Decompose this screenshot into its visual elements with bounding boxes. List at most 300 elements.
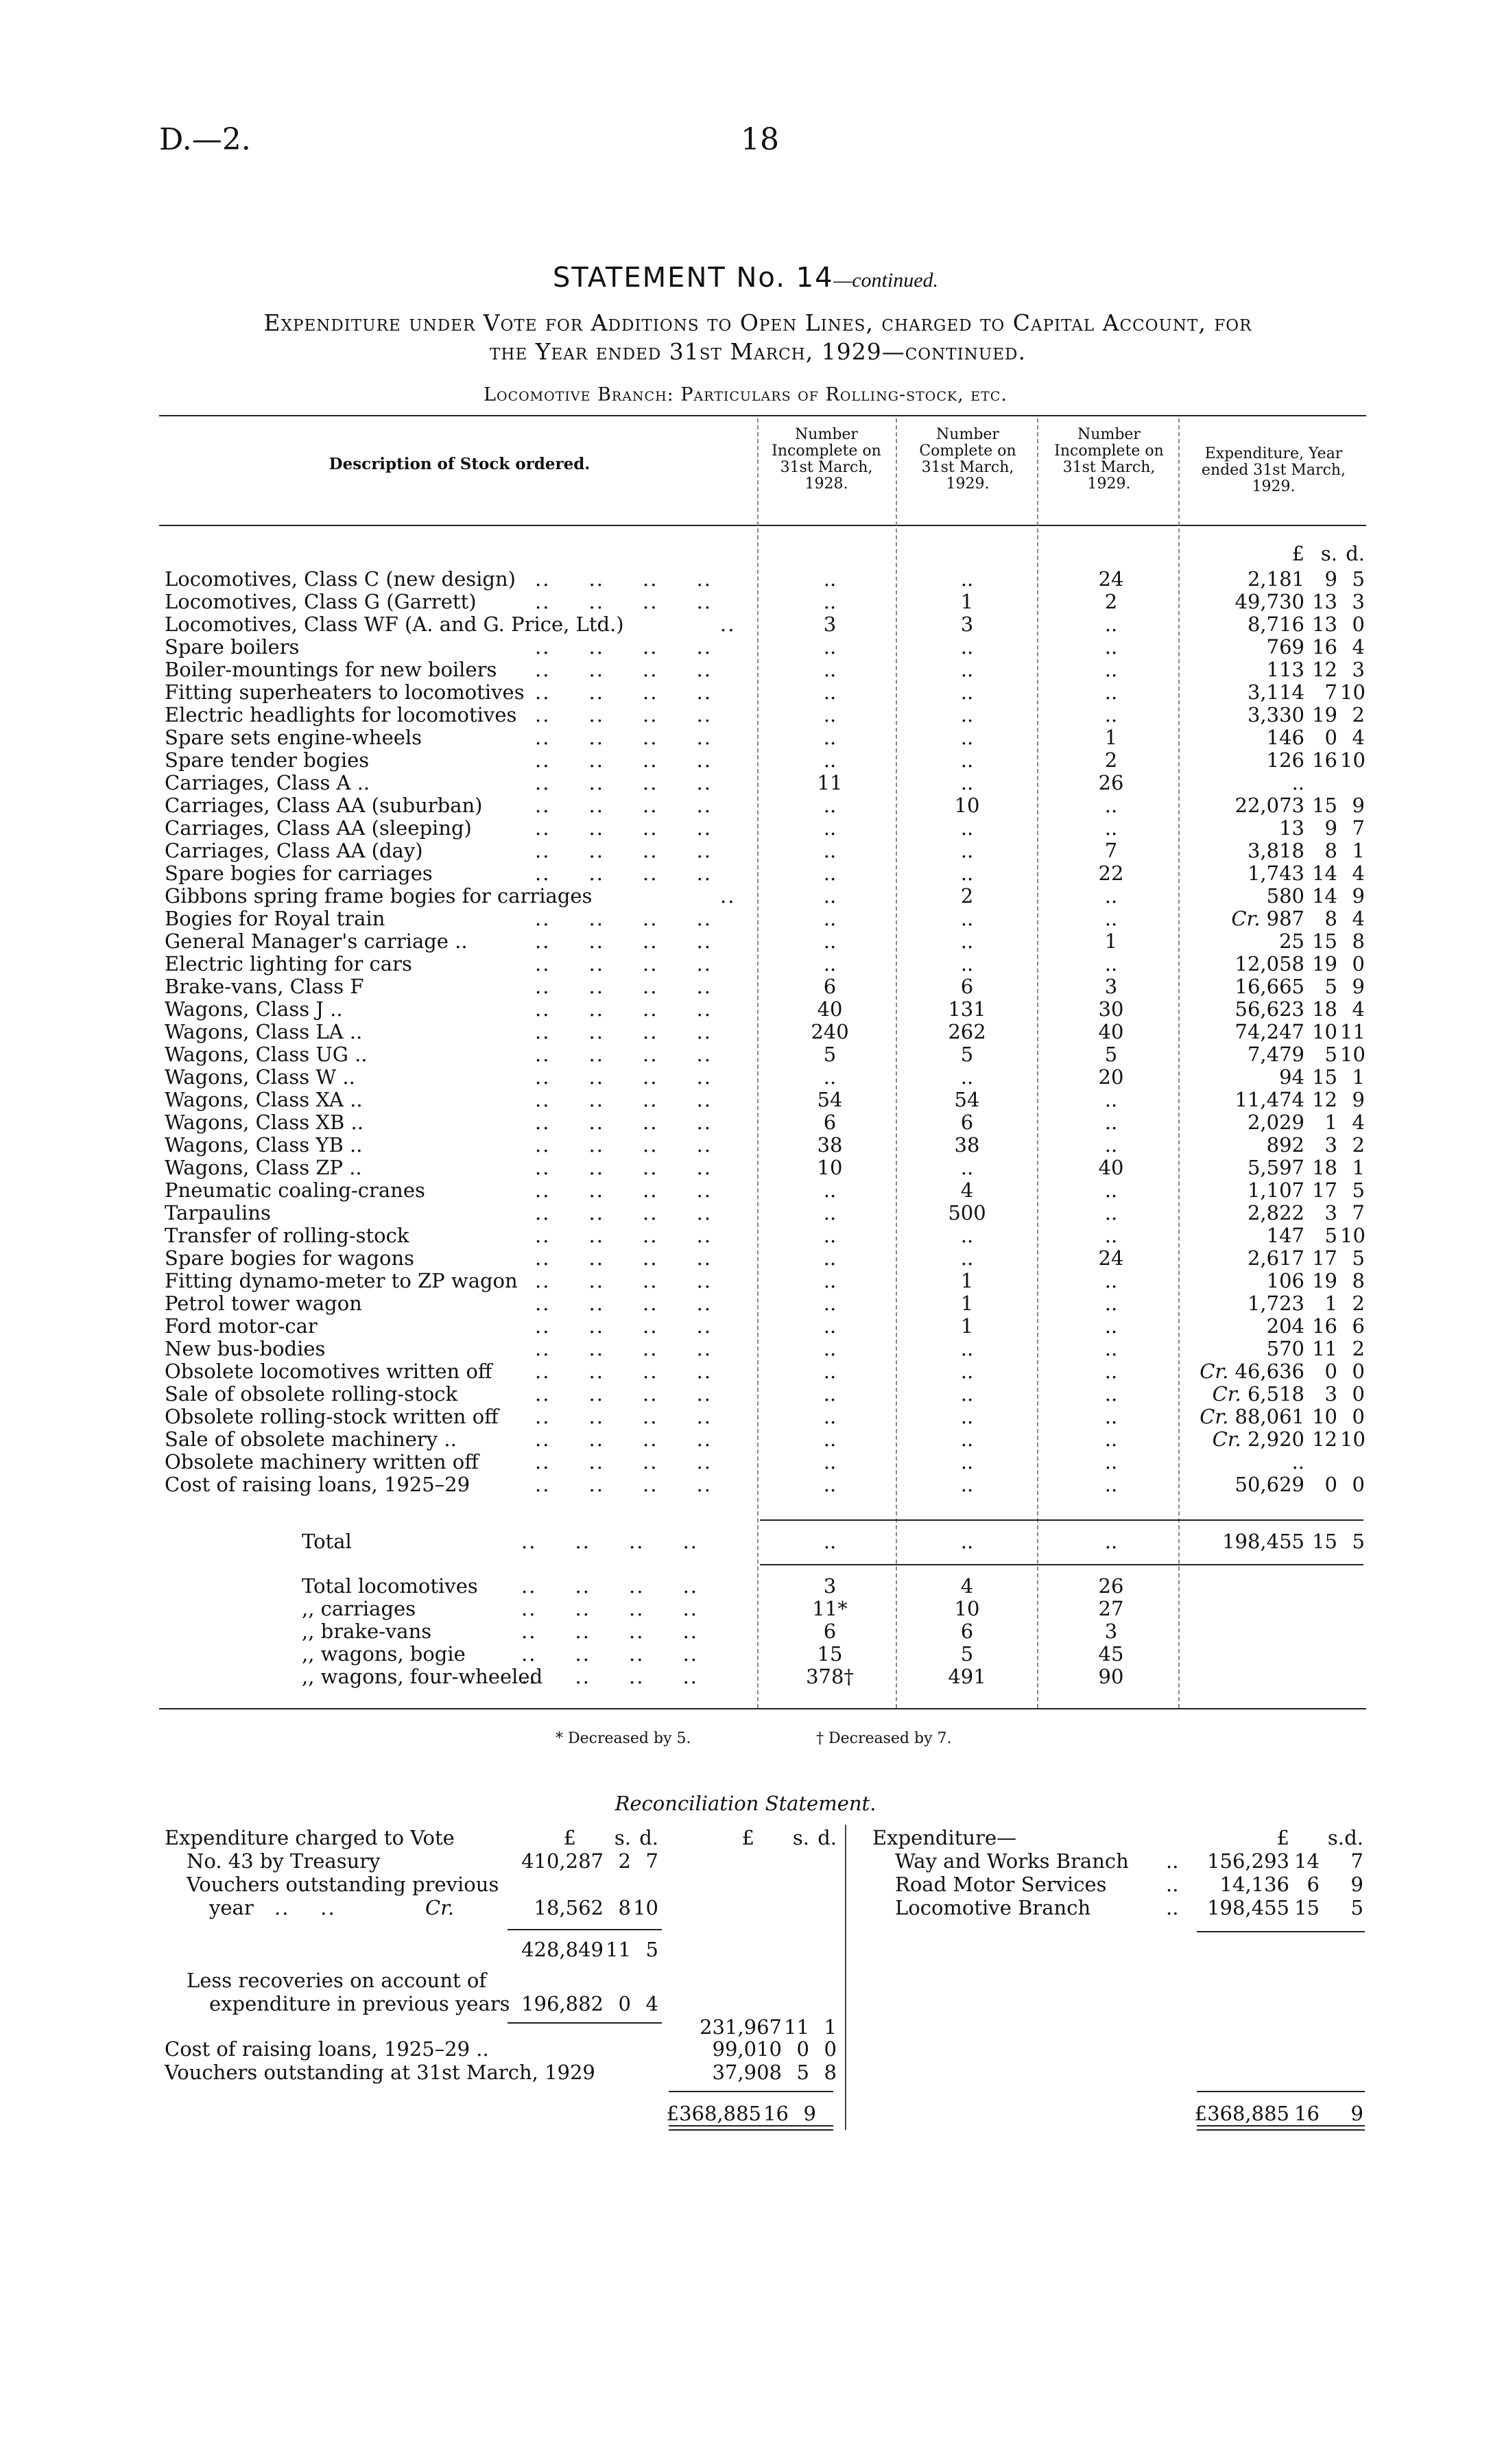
table-row bbox=[0, 567, 1491, 590]
leader-dots: .. .. .. .. bbox=[535, 1065, 713, 1089]
incomplete-1929-cell: .. bbox=[1104, 1224, 1118, 1247]
summary-row bbox=[0, 1642, 1491, 1665]
expenditure-pence: 10 bbox=[1340, 1428, 1365, 1451]
stock-description: Spare sets engine-wheels bbox=[165, 726, 422, 749]
leader-dots: .. .. .. .. bbox=[535, 997, 713, 1021]
expenditure-pounds: 126 bbox=[1266, 748, 1304, 772]
total-shillings: 15 bbox=[1312, 1530, 1337, 1553]
leader-dots: .. .. .. .. bbox=[535, 839, 713, 862]
expenditure-pence: 8 bbox=[1352, 1269, 1365, 1292]
complete-1929-cell: .. bbox=[960, 907, 974, 930]
incomplete-1929-cell: .. bbox=[1104, 816, 1118, 840]
complete-1929-cell: .. bbox=[960, 1405, 974, 1428]
table-row bbox=[0, 658, 1491, 680]
incomplete-1929-cell: .. bbox=[1104, 635, 1118, 659]
incomplete-1929-cell: .. bbox=[1104, 1178, 1118, 1202]
leader-dots: .. .. .. .. bbox=[535, 726, 713, 749]
stock-description: Spare boilers bbox=[165, 635, 300, 659]
incomplete-1928-cell: .. bbox=[823, 1450, 837, 1473]
expenditure-pence: 3 bbox=[1352, 590, 1365, 613]
leader-dots: .. .. .. .. bbox=[535, 567, 713, 591]
stock-description: Spare tender bogies bbox=[165, 748, 370, 772]
expenditure-pence: 7 bbox=[1352, 816, 1365, 840]
expenditure-shillings: 13 bbox=[1312, 590, 1337, 613]
table-row bbox=[0, 839, 1491, 862]
incomplete-1929-cell: 24 bbox=[1098, 567, 1124, 591]
incomplete-1928-cell: .. bbox=[823, 726, 837, 749]
expenditure-shillings: 15 bbox=[1312, 794, 1337, 817]
table-row bbox=[0, 1292, 1491, 1314]
subtitle-line-1: Expenditure under Vote for Additions to Open Lines, charged to Capital Account, for bbox=[263, 309, 1252, 336]
stock-description: Fitting dynamo-meter to ZP wagon bbox=[165, 1269, 518, 1292]
summary-label: ,, wagons, four-wheeled bbox=[302, 1665, 543, 1688]
incomplete-1928-cell: .. bbox=[823, 839, 837, 862]
total-bottom-rule bbox=[760, 1564, 1363, 1565]
expenditure-pounds: 56,623 bbox=[1234, 997, 1304, 1021]
leader-dots: .. bbox=[1166, 1873, 1179, 1896]
recon-left-line-1: Expenditure charged to Vote bbox=[165, 1826, 455, 1849]
recoveries-pence: 4 bbox=[645, 1992, 658, 2015]
complete-1929-cell: .. bbox=[960, 1246, 974, 1270]
recon-divider bbox=[845, 1825, 846, 2130]
incomplete-1929-cell: 24 bbox=[1098, 1246, 1124, 1270]
expenditure-shillings: 3 bbox=[1324, 1201, 1337, 1224]
outstanding-vouchers-pence: 8 bbox=[824, 2061, 837, 2084]
currency-header-row bbox=[0, 542, 1491, 565]
shillings-label: s. bbox=[1320, 542, 1337, 565]
expenditure-pence: 4 bbox=[1352, 635, 1365, 659]
stock-description: Ford motor-car bbox=[165, 1314, 318, 1338]
incomplete-1929-cell: 20 bbox=[1098, 1065, 1124, 1089]
complete-1929-cell: .. bbox=[960, 1337, 974, 1360]
recoveries-pounds: 196,882 bbox=[521, 1992, 604, 2015]
vote-expenditure-pence: 7 bbox=[645, 1849, 658, 1873]
expenditure-pounds: 769 bbox=[1266, 635, 1304, 659]
incomplete-1929-cell: .. bbox=[1104, 703, 1118, 726]
leader-dots: .. .. .. .. bbox=[521, 1597, 699, 1620]
expenditure-shillings: 0 bbox=[1324, 726, 1337, 749]
incomplete-1929-cell: .. bbox=[1104, 1360, 1118, 1383]
table-row bbox=[0, 884, 1491, 907]
expenditure-pounds: 11,474 bbox=[1234, 1088, 1304, 1111]
leader-dots: .. .. .. .. bbox=[535, 1473, 713, 1496]
expenditure-pounds: 94 bbox=[1279, 1065, 1304, 1089]
total-complete-1929: .. bbox=[960, 1530, 974, 1553]
incomplete-1929-cell: 26 bbox=[1098, 771, 1124, 794]
recon-right-item-pence: 7 bbox=[1350, 1849, 1363, 1873]
stock-description: Wagons, Class YB .. bbox=[165, 1133, 363, 1157]
recon-right-item-label: Road Motor Services bbox=[895, 1873, 1107, 1896]
previous-vouchers-shillings: 8 bbox=[618, 1896, 631, 1919]
complete-1929-cell: 131 bbox=[948, 997, 986, 1021]
incomplete-1929-cell: .. bbox=[1104, 613, 1118, 636]
expenditure-pounds: 2,920 bbox=[1247, 1428, 1304, 1451]
expenditure-pence: 0 bbox=[1352, 1360, 1365, 1383]
incomplete-1928-cell: .. bbox=[823, 1065, 837, 1089]
expenditure-shillings: 13 bbox=[1312, 613, 1337, 636]
incomplete-1928-cell: .. bbox=[823, 1246, 837, 1270]
leader-dots: .. .. .. .. bbox=[535, 1111, 713, 1134]
incomplete-1929-cell: 3 bbox=[1104, 975, 1118, 998]
incomplete-1928-cell: .. bbox=[823, 590, 837, 613]
leader-dots: .. .. .. .. bbox=[535, 1269, 713, 1292]
reconciliation-title: Reconciliation Statement. bbox=[615, 1792, 876, 1815]
recon-subtotal-rule bbox=[508, 1929, 662, 1930]
incomplete-1929-cell: .. bbox=[1104, 1337, 1118, 1360]
leader-dots: .. .. .. .. bbox=[521, 1530, 699, 1553]
column-header-expenditure: Expenditure, Year ended 31st March, 1929. bbox=[1201, 445, 1346, 495]
expenditure-pounds: 987 bbox=[1266, 907, 1304, 930]
leader-dots: .. .. .. .. bbox=[535, 1020, 713, 1043]
stock-description: Wagons, Class UG .. bbox=[165, 1043, 368, 1066]
summary-complete-1929: 4 bbox=[960, 1574, 974, 1598]
leader-dots: .. bbox=[720, 613, 736, 636]
incomplete-1929-cell: .. bbox=[1104, 1428, 1118, 1451]
stock-description: Electric lighting for cars bbox=[165, 952, 412, 975]
expenditure-pounds: 16,665 bbox=[1234, 975, 1304, 998]
leader-dots: .. .. .. .. bbox=[535, 1201, 713, 1224]
stock-description: Pneumatic coaling-cranes bbox=[165, 1178, 425, 1202]
recon-left-line-6: expenditure in previous years bbox=[209, 1992, 510, 2015]
leader-dots: .. .. .. .. bbox=[535, 816, 713, 840]
incomplete-1928-cell: 54 bbox=[817, 1088, 843, 1111]
summary-row bbox=[0, 1620, 1491, 1642]
expenditure-shillings: 1 bbox=[1324, 1292, 1337, 1315]
summary-row bbox=[0, 1597, 1491, 1620]
stock-description: Carriages, Class AA (day) bbox=[165, 839, 423, 862]
expenditure-shillings: 3 bbox=[1324, 1382, 1337, 1406]
incomplete-1928-cell: .. bbox=[823, 816, 837, 840]
stock-description: Wagons, Class W .. bbox=[165, 1065, 355, 1089]
complete-1929-cell: 5 bbox=[960, 1043, 974, 1066]
table-row bbox=[0, 1450, 1491, 1473]
table-row bbox=[0, 1156, 1491, 1178]
complete-1929-cell: 4 bbox=[960, 1178, 974, 1202]
expenditure-pounds: 570 bbox=[1266, 1337, 1304, 1360]
incomplete-1929-cell: .. bbox=[1104, 1088, 1118, 1111]
complete-1929-cell: .. bbox=[960, 1450, 974, 1473]
subtitle-line-2: the Year ended 31st March, 1929—continued. bbox=[490, 338, 1026, 365]
recon-net-rule bbox=[508, 2022, 662, 2024]
leader-dots: .. .. .. .. bbox=[535, 703, 713, 726]
expenditure-pounds: .. bbox=[1291, 771, 1304, 794]
leader-dots: .. .. .. .. bbox=[535, 590, 713, 613]
expenditure-pence: 2 bbox=[1352, 1337, 1365, 1360]
recon-right-item-pounds: 198,455 bbox=[1207, 1896, 1289, 1919]
incomplete-1929-cell: .. bbox=[1104, 680, 1118, 704]
table-row bbox=[0, 1314, 1491, 1337]
leader-dots: .. .. .. .. bbox=[535, 794, 713, 817]
incomplete-1928-cell: .. bbox=[823, 567, 837, 591]
expenditure-pounds: 147 bbox=[1266, 1224, 1304, 1247]
expenditure-pounds: 113 bbox=[1266, 658, 1304, 681]
incomplete-1928-cell: .. bbox=[823, 1224, 837, 1247]
expenditure-pounds: 2,029 bbox=[1247, 1111, 1304, 1134]
summary-incomplete-1929: 3 bbox=[1104, 1620, 1118, 1643]
expenditure-pence: 4 bbox=[1352, 907, 1365, 930]
stock-description: General Manager's carriage .. bbox=[165, 929, 468, 953]
summary-incomplete-1929: 45 bbox=[1098, 1642, 1124, 1666]
header-bottom-rule bbox=[159, 525, 1366, 526]
leader-dots: .. .. .. .. bbox=[521, 1642, 699, 1666]
summary-incomplete-1928: 15 bbox=[817, 1642, 843, 1666]
table-row bbox=[0, 862, 1491, 884]
complete-1929-cell: .. bbox=[960, 1360, 974, 1383]
incomplete-1929-cell: 2 bbox=[1104, 748, 1118, 772]
summary-label: ,, carriages bbox=[302, 1597, 416, 1620]
complete-1929-cell: .. bbox=[960, 748, 974, 772]
expenditure-pence: 10 bbox=[1340, 1224, 1365, 1247]
incomplete-1929-cell: 40 bbox=[1098, 1020, 1124, 1043]
previous-vouchers-pounds: 18,562 bbox=[534, 1896, 604, 1919]
complete-1929-cell: .. bbox=[960, 567, 974, 591]
stock-description: Petrol tower wagon bbox=[165, 1292, 362, 1315]
incomplete-1929-cell: 7 bbox=[1104, 839, 1118, 862]
incomplete-1929-cell: .. bbox=[1104, 1269, 1118, 1292]
credit-marker: Cr. bbox=[1212, 1382, 1241, 1406]
table-row bbox=[0, 1088, 1491, 1111]
summary-incomplete-1929: 90 bbox=[1098, 1665, 1124, 1688]
expenditure-shillings: 11 bbox=[1312, 1337, 1337, 1360]
expenditure-pounds: 580 bbox=[1266, 884, 1304, 908]
recon-left-double-rule bbox=[669, 2125, 833, 2127]
stock-description: Wagons, Class J .. bbox=[165, 997, 343, 1021]
expenditure-pence: 0 bbox=[1352, 1405, 1365, 1428]
expenditure-pounds: 46,636 bbox=[1234, 1360, 1304, 1383]
complete-1929-cell: .. bbox=[960, 1382, 974, 1406]
expenditure-shillings: 10 bbox=[1312, 1405, 1337, 1428]
recon-right-item-shillings: 6 bbox=[1307, 1873, 1320, 1896]
leader-dots: .. .. .. .. bbox=[535, 1360, 713, 1383]
expenditure-pence: 1 bbox=[1352, 1156, 1365, 1179]
complete-1929-cell: 6 bbox=[960, 1111, 974, 1134]
incomplete-1928-cell: .. bbox=[823, 1428, 837, 1451]
expenditure-shillings: 9 bbox=[1324, 567, 1337, 591]
incomplete-1928-cell: .. bbox=[823, 680, 837, 704]
expenditure-pence: 9 bbox=[1352, 884, 1365, 908]
recon-right-item-label: Way and Works Branch bbox=[895, 1849, 1129, 1873]
summary-complete-1929: 6 bbox=[960, 1620, 974, 1643]
leader-dots: .. .. .. .. bbox=[521, 1665, 699, 1688]
statement-subtitle bbox=[158, 309, 1358, 366]
vote-expenditure-pounds: 410,287 bbox=[521, 1849, 604, 1873]
leader-dots: .. .. .. .. bbox=[535, 1043, 713, 1066]
statement-title bbox=[0, 262, 1491, 294]
expenditure-shillings: 12 bbox=[1312, 1428, 1337, 1451]
stock-description: Locomotives, Class C (new design) bbox=[165, 567, 516, 591]
net-amount-pence: 1 bbox=[824, 2015, 837, 2039]
recon-left-line-5: Less recoveries on account of bbox=[187, 1969, 487, 1992]
leader-dots: .. .. .. .. bbox=[535, 635, 713, 659]
shillings-label: s. bbox=[614, 1826, 631, 1849]
table-row bbox=[0, 997, 1491, 1020]
incomplete-1929-cell: 5 bbox=[1104, 1043, 1118, 1066]
stock-description: Electric headlights for locomotives bbox=[165, 703, 517, 726]
total-label: Total bbox=[302, 1530, 352, 1553]
table-row bbox=[0, 1269, 1491, 1292]
leader-dots: .. .. .. .. bbox=[535, 1178, 713, 1202]
summary-label: Total locomotives bbox=[302, 1574, 478, 1598]
expenditure-shillings: 19 bbox=[1312, 952, 1337, 975]
recon-right-item-pounds: 14,136 bbox=[1219, 1873, 1289, 1896]
complete-1929-cell: 1 bbox=[960, 1292, 974, 1315]
leader-dots: .. .. .. .. bbox=[535, 1450, 713, 1473]
expenditure-pence: 8 bbox=[1352, 929, 1365, 953]
complete-1929-cell: .. bbox=[960, 1065, 974, 1089]
recon-right-double-rule bbox=[1197, 2129, 1365, 2131]
leader-dots: .. .. .. .. bbox=[535, 1133, 713, 1157]
summary-complete-1929: 491 bbox=[948, 1665, 986, 1688]
document-reference: D.—2. bbox=[159, 122, 251, 157]
incomplete-1928-cell: .. bbox=[823, 1269, 837, 1292]
expenditure-pounds: 204 bbox=[1266, 1314, 1304, 1338]
stock-description: Tarpaulins bbox=[165, 1201, 271, 1224]
leader-dots: .. .. .. .. bbox=[535, 1405, 713, 1428]
table-row bbox=[0, 1382, 1491, 1405]
total-pounds: 198,455 bbox=[1222, 1530, 1304, 1553]
loan-cost-pounds: 99,010 bbox=[712, 2037, 782, 2061]
outstanding-vouchers-shillings: 5 bbox=[796, 2061, 809, 2084]
incomplete-1929-cell: .. bbox=[1104, 952, 1118, 975]
table-row bbox=[0, 1405, 1491, 1428]
branch-title: Locomotive Branch: Particulars of Rolling-stock, etc. bbox=[484, 384, 1007, 405]
expenditure-pence: 2 bbox=[1352, 1133, 1365, 1157]
leader-dots: .. .. .. .. bbox=[535, 952, 713, 975]
table-top-rule bbox=[159, 415, 1366, 416]
credit-marker: Cr. bbox=[1231, 907, 1261, 930]
complete-1929-cell: 3 bbox=[960, 613, 974, 636]
incomplete-1928-cell: 6 bbox=[823, 1111, 837, 1134]
table-row bbox=[0, 1224, 1491, 1246]
table-row bbox=[0, 1133, 1491, 1156]
complete-1929-cell: 6 bbox=[960, 975, 974, 998]
incomplete-1929-cell: .. bbox=[1104, 1314, 1118, 1338]
expenditure-shillings: 19 bbox=[1312, 703, 1337, 726]
expenditure-pence: 5 bbox=[1352, 567, 1365, 591]
incomplete-1928-cell: .. bbox=[823, 635, 837, 659]
leader-dots: .. .. bbox=[274, 1896, 336, 1919]
stock-description: New bus-bodies bbox=[165, 1337, 326, 1360]
expenditure-pence: 4 bbox=[1352, 1111, 1365, 1134]
vote-expenditure-shillings: 2 bbox=[618, 1849, 631, 1873]
complete-1929-cell: .. bbox=[960, 771, 974, 794]
table-row bbox=[0, 1201, 1491, 1224]
loan-cost-shillings: 0 bbox=[796, 2037, 809, 2061]
expenditure-pounds: 2,617 bbox=[1247, 1246, 1304, 1270]
expenditure-shillings: 16 bbox=[1312, 748, 1337, 772]
credit-marker: Cr. bbox=[1200, 1405, 1229, 1428]
stock-description: Bogies for Royal train bbox=[165, 907, 385, 930]
complete-1929-cell: .. bbox=[960, 726, 974, 749]
expenditure-pounds: 3,818 bbox=[1247, 839, 1304, 862]
incomplete-1929-cell: 1 bbox=[1104, 929, 1118, 953]
table-row bbox=[0, 1020, 1491, 1043]
leader-dots: .. .. .. .. bbox=[535, 1382, 713, 1406]
incomplete-1928-cell: 38 bbox=[817, 1133, 843, 1157]
table-row bbox=[0, 1337, 1491, 1360]
statement-name: STATEMENT No. 14 bbox=[552, 262, 834, 294]
pence-label: d. bbox=[818, 1826, 837, 1849]
total-pence: 5 bbox=[1352, 1530, 1365, 1553]
incomplete-1928-cell: .. bbox=[823, 1314, 837, 1338]
leader-dots: .. .. .. .. bbox=[535, 1224, 713, 1247]
expenditure-shillings: 18 bbox=[1312, 1156, 1337, 1179]
stock-description: Cost of raising loans, 1925–29 bbox=[165, 1473, 470, 1496]
expenditure-pounds: 2,822 bbox=[1247, 1201, 1304, 1224]
incomplete-1929-cell: .. bbox=[1104, 1111, 1118, 1134]
expenditure-pence: 5 bbox=[1352, 1246, 1365, 1270]
incomplete-1928-cell: 3 bbox=[823, 613, 837, 636]
total-top-rule bbox=[760, 1519, 1363, 1521]
expenditure-shillings: 19 bbox=[1312, 1269, 1337, 1292]
complete-1929-cell: 500 bbox=[948, 1201, 986, 1224]
expenditure-shillings: 8 bbox=[1324, 907, 1337, 930]
expenditure-shillings: 17 bbox=[1312, 1178, 1337, 1202]
incomplete-1928-cell: .. bbox=[823, 703, 837, 726]
expenditure-pence: 5 bbox=[1352, 1178, 1365, 1202]
credit-marker: Cr. bbox=[425, 1896, 455, 1919]
complete-1929-cell: .. bbox=[960, 658, 974, 681]
expenditure-pence: 0 bbox=[1352, 1473, 1365, 1496]
expenditure-pounds: 88,061 bbox=[1234, 1405, 1304, 1428]
table-row bbox=[0, 1428, 1491, 1450]
incomplete-1928-cell: 5 bbox=[823, 1043, 837, 1066]
footnote-dagger: † Decreased by 7. bbox=[816, 1730, 952, 1747]
credit-marker: Cr. bbox=[1200, 1360, 1229, 1383]
expenditure-pence: 2 bbox=[1352, 1292, 1365, 1315]
column-header-complete-1929: Number Complete on 31st March, 1929. bbox=[919, 426, 1016, 493]
subtotal-pence: 5 bbox=[645, 1938, 658, 1961]
expenditure-pounds: 12,058 bbox=[1234, 952, 1304, 975]
leader-dots: .. .. .. .. bbox=[535, 1156, 713, 1179]
pounds-label: £ bbox=[1291, 542, 1304, 565]
expenditure-shillings: 12 bbox=[1312, 658, 1337, 681]
expenditure-shillings: 17 bbox=[1312, 1246, 1337, 1270]
net-amount-shillings: 11 bbox=[784, 2015, 809, 2039]
previous-vouchers-pence: 10 bbox=[633, 1896, 658, 1919]
stock-description: Fitting superheaters to locomotives bbox=[165, 680, 525, 704]
expenditure-pence: 11 bbox=[1340, 1020, 1365, 1043]
stock-description: Obsolete locomotives written off bbox=[165, 1360, 492, 1383]
incomplete-1929-cell: .. bbox=[1104, 1473, 1118, 1496]
table-row bbox=[0, 635, 1491, 658]
credit-marker: Cr. bbox=[1212, 1428, 1241, 1451]
leader-dots: .. .. .. .. bbox=[535, 771, 713, 794]
complete-1929-cell: .. bbox=[960, 816, 974, 840]
complete-1929-cell: 38 bbox=[954, 1133, 980, 1157]
leader-dots: .. .. .. .. bbox=[535, 1246, 713, 1270]
expenditure-pence: 1 bbox=[1352, 1065, 1365, 1089]
expenditure-pence: 9 bbox=[1352, 1088, 1365, 1111]
stock-description: Wagons, Class ZP .. bbox=[165, 1156, 362, 1179]
leader-dots: .. .. .. .. bbox=[535, 929, 713, 953]
table-row bbox=[0, 975, 1491, 997]
complete-1929-cell: .. bbox=[960, 680, 974, 704]
statement-continued: —continued. bbox=[833, 269, 939, 292]
expenditure-pounds: 1,743 bbox=[1247, 862, 1304, 885]
expenditure-pence: 6 bbox=[1352, 1314, 1365, 1338]
summary-incomplete-1928: 3 bbox=[823, 1574, 837, 1598]
expenditure-pence: 9 bbox=[1352, 975, 1365, 998]
expenditure-pence: 1 bbox=[1352, 839, 1365, 862]
incomplete-1929-cell: .. bbox=[1104, 1405, 1118, 1428]
table-row bbox=[0, 929, 1491, 952]
expenditure-shillings: 5 bbox=[1324, 1224, 1337, 1247]
recon-left-line-3: Vouchers outstanding previous bbox=[187, 1873, 499, 1896]
expenditure-shillings: 15 bbox=[1312, 1065, 1337, 1089]
expenditure-pounds: 1,723 bbox=[1247, 1292, 1304, 1315]
leader-dots: .. .. .. .. bbox=[535, 658, 713, 681]
